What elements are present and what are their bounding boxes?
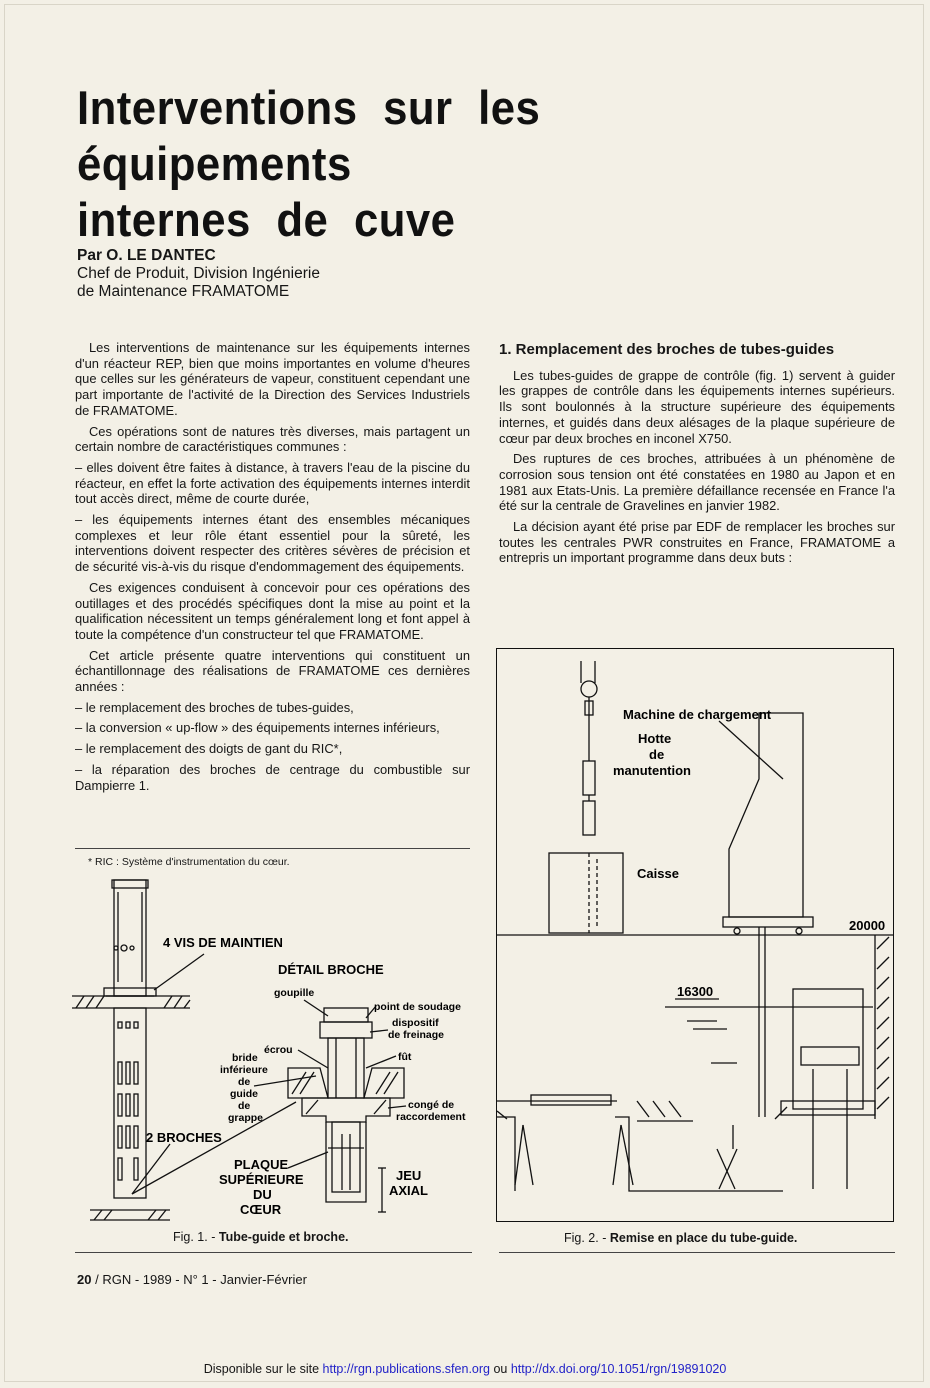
paragraph: Ces opérations sont de natures très diverses, mais partagent un certain nombre de caractéristiques communes : — [75, 423, 470, 455]
fig2-label-16300: 16300 — [677, 984, 714, 999]
fig1-label-bride-1: bride — [232, 1052, 258, 1064]
fig1-label-plaque-4: CŒUR — [240, 1202, 282, 1217]
fig1-label-fut: fût — [398, 1051, 412, 1063]
list-item: – le remplacement des doigts de gant du RIC*, — [75, 741, 343, 757]
fig2-label-hotte-1: Hotte — [638, 731, 672, 746]
fig1-label-jeu-1: JEU — [396, 1168, 422, 1183]
figure-1-drawing — [66, 872, 476, 1232]
author-role-1: Chef de Produit, Division Ingénierie — [77, 265, 320, 282]
fig1-label-bride-6: grappe — [228, 1112, 264, 1124]
fig1-label-bride-5: de — [238, 1100, 251, 1112]
paragraph: – elles doivent être faites à distance, à travers l'eau de la piscine du réacteur, en effet la forte activation des équipements internes interdit tout accès direct, même de courte durée, — [75, 459, 470, 507]
paragraph: Les interventions de maintenance sur les équipements internes d'un réacteur REP, bien que moins importantes en volume d'heures que celles sur les générateurs de vapeur, constituent cependant une part importante de l'activité de la Direction des Services Industriels de FRAMATOME. — [75, 340, 470, 418]
fig1-label-plaque-2: SUPÉRIEURE — [219, 1172, 304, 1187]
fig1-label-conge-1: congé de — [408, 1099, 455, 1111]
fig1-label-bride-4: guide — [230, 1088, 258, 1100]
author-role-2: de Maintenance FRAMATOME — [77, 283, 290, 300]
fig1-label-soudage: point de soudage — [374, 1001, 461, 1013]
fig2-label-hotte-3: manutention — [613, 763, 691, 778]
fig2-rule — [499, 1252, 895, 1253]
page-number: 20 — [77, 1272, 92, 1287]
list-item: – la réparation des broches de centrage du combustible sur Dampierre 1. — [75, 761, 470, 793]
footnote-rule — [75, 848, 470, 849]
fig2-caption-prefix: Fig. 2. - — [564, 1231, 607, 1245]
fig1-label-detail: DÉTAIL BROCHE — [278, 962, 384, 977]
paragraph: Les tubes-guides de grappe de contrôle (fig. 1) servent à guider les grappes de contrôle dans les équipements internes supérieurs. Ils sont boulonnés à la structure supérieure des équipements internes, et guidés dans deux alésages de la plaque supérieure de cœur par deux broches en inconel X750. — [499, 367, 895, 446]
footnote: * RIC : Système d'instrumentation du cœur. — [88, 856, 290, 868]
fig1-caption — [173, 1230, 349, 1244]
fig1-label-vis: 4 VIS DE MAINTIEN — [163, 935, 283, 950]
fig2-caption-title: Remise en place du tube-guide. — [609, 1231, 798, 1245]
journal-ref: / RGN - 1989 - N° 1 - Janvier-Février — [95, 1272, 307, 1287]
right-column — [499, 340, 895, 571]
figure-2-drawing — [497, 649, 894, 1222]
article-title — [77, 80, 784, 248]
fig1-label-plaque-1: PLAQUE — [234, 1157, 289, 1172]
left-column — [75, 340, 470, 798]
fig2-label-hotte-2: de — [649, 747, 665, 762]
fig1-label-dispositif-1: dispositif — [392, 1017, 439, 1029]
fig1-label-bride-3: de — [238, 1076, 251, 1088]
availability-line — [0, 1362, 930, 1376]
paragraph: – les équipements internes étant des ensembles mécaniques complexes et leur rôle étant essentiel pour la sûreté, les interventions doivent respecter des critères sévères de précision et de sécurité vis-à-vis du risque d'endommagement des équipements. — [75, 512, 470, 575]
fig1-label-ecrou: écrou — [264, 1044, 293, 1056]
paragraph: La décision ayant été prise par EDF de remplacer les broches sur toutes les centrales PWR construites en France, FRAMATOME a entrepris un important programme dans deux buts : — [499, 519, 895, 566]
section-heading: 1. Remplacement des broches de tubes-guides — [499, 341, 835, 358]
doi-link[interactable]: http://dx.doi.org/10.1051/rgn/19891020 — [510, 1362, 727, 1376]
fig1-label-conge-2: raccordement — [396, 1111, 466, 1123]
paragraph: Des ruptures de ces broches, attribuées à un phénomène de corrosion sous tension ont été constatées en 1980 au Japon et en 1981 aux Etats-Unis. La première défaillance recensée en France l'a été sur la centrale de Gravelines en janvier 1982. — [499, 451, 895, 514]
author-block — [77, 247, 320, 301]
title-line-1: Interventions sur les équipements — [77, 81, 541, 190]
paragraph: Ces exigences conduisent à concevoir pour ces opérations des outillages et des procédés spécifiques dont la mise au point et la qualification nécessitent un temps généralement long et font appel à toute la compétence d'un constructeur tel que FRAMATOME. — [75, 579, 470, 642]
fig1-rule — [75, 1252, 472, 1253]
fig2-label-20000: 20000 — [849, 918, 886, 933]
title-line-2: internes de cuve — [77, 193, 456, 246]
fig1-label-jeu-2: AXIAL — [389, 1183, 428, 1198]
fig1-caption-prefix: Fig. 1. - — [173, 1230, 216, 1244]
site-link[interactable]: http://rgn.publications.sfen.org — [322, 1362, 490, 1376]
fig1-label-bride-2: inférieure — [220, 1064, 268, 1076]
fig1-label-dispositif-2: de freinage — [388, 1029, 445, 1041]
fig2-label-caisse: Caisse — [637, 866, 679, 881]
fig2-label-machine: Machine de chargement — [623, 707, 772, 722]
list-item: – le remplacement des broches de tubes-guides, — [75, 699, 354, 715]
page-footer — [77, 1272, 307, 1287]
fig2-caption — [564, 1231, 797, 1245]
figure-2-frame — [496, 648, 894, 1222]
fig1-label-goupille: goupille — [274, 987, 315, 999]
author-name: Par O. LE DANTEC — [77, 247, 216, 264]
list-item: – la conversion « up-flow » des équipements internes inférieurs, — [75, 720, 440, 736]
paragraph: Cet article présente quatre interventions qui constituent un échantillonnage des réalisations de FRAMATOME ces dernières années : — [75, 647, 470, 695]
fig1-label-plaque-3: DU — [253, 1187, 272, 1202]
fig1-caption-title: Tube-guide et broche. — [218, 1230, 349, 1244]
availability-middle: ou — [493, 1362, 508, 1376]
fig1-label-broches: 2 BROCHES — [146, 1130, 222, 1145]
availability-prefix: Disponible sur le site — [203, 1362, 320, 1376]
